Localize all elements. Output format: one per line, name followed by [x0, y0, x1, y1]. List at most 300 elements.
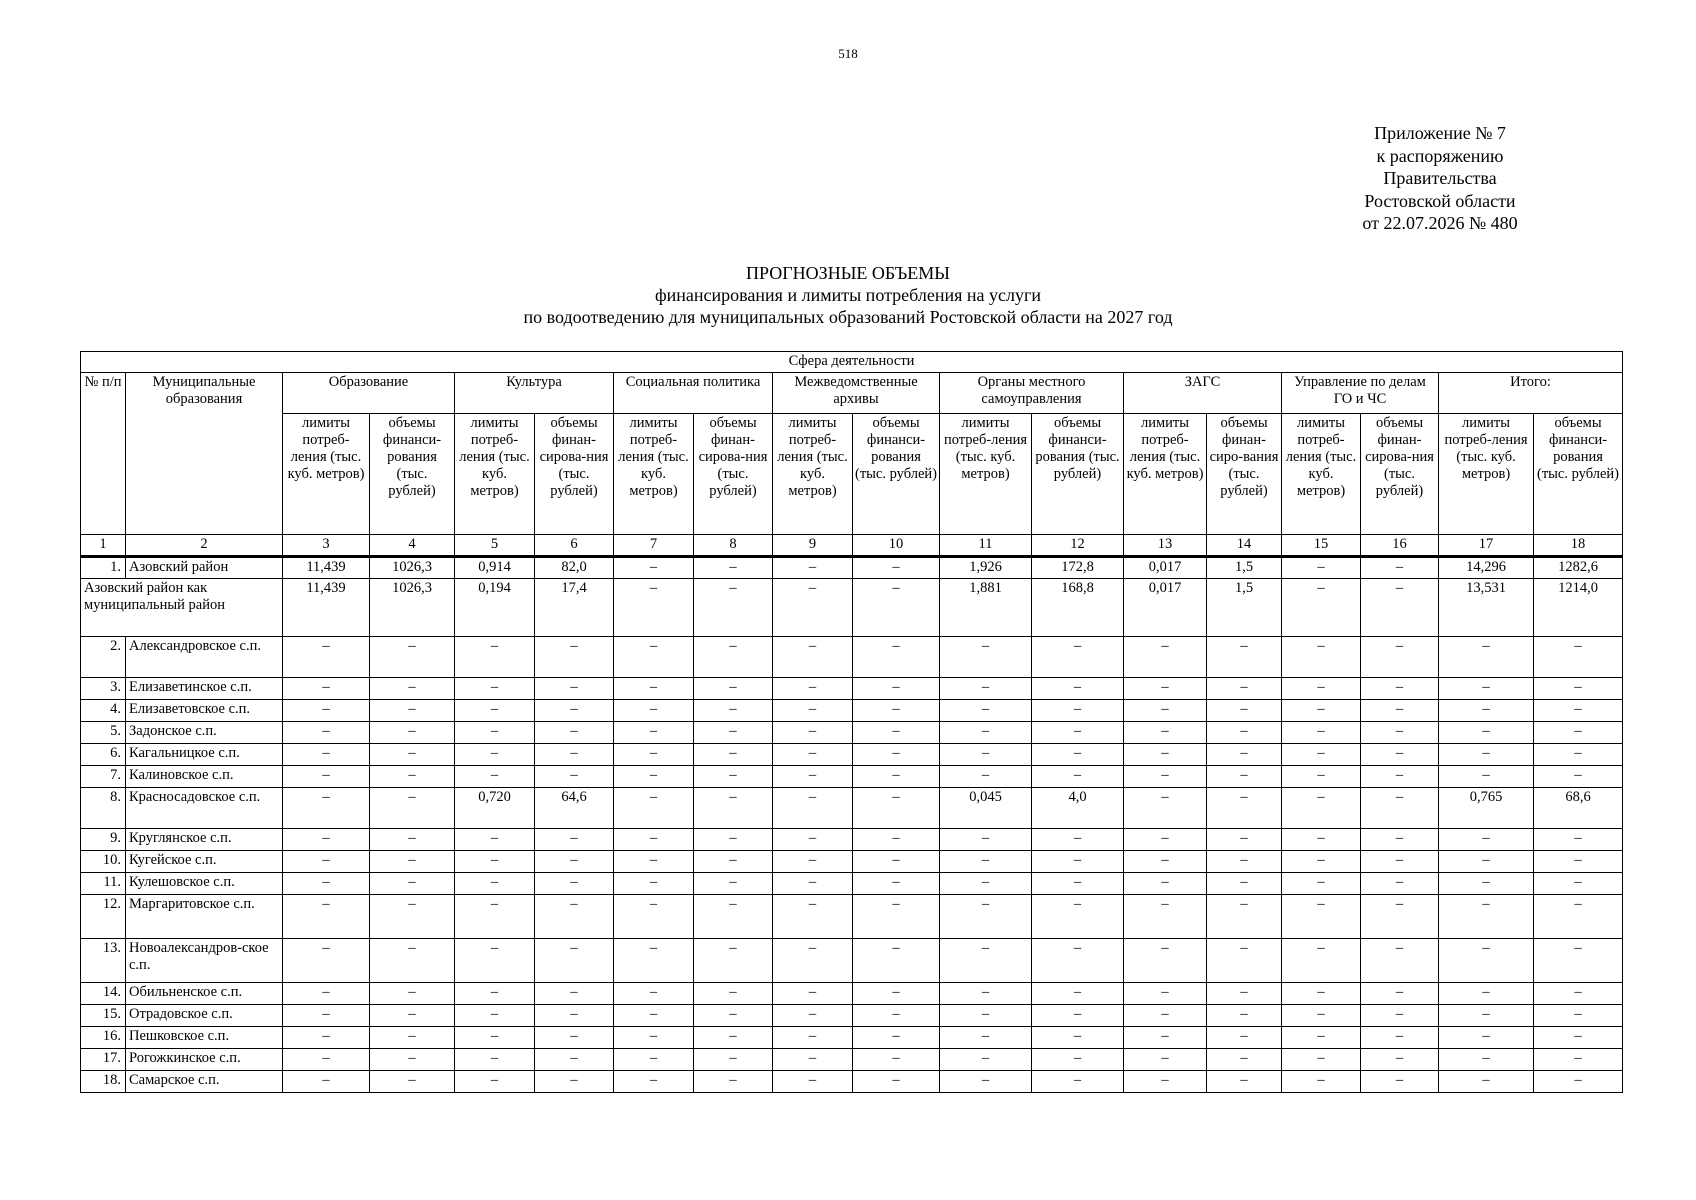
- value-cell: –: [694, 939, 773, 983]
- value-cell: –: [773, 1005, 853, 1027]
- value-cell: –: [455, 851, 535, 873]
- value-cell: –: [1534, 829, 1623, 851]
- value-cell: –: [694, 1005, 773, 1027]
- value-cell: –: [370, 1027, 455, 1049]
- mo-header: Муниципальные образования: [126, 373, 283, 535]
- value-cell: –: [1207, 829, 1282, 851]
- value-cell: –: [1361, 1027, 1439, 1049]
- value-cell: –: [1032, 1071, 1124, 1093]
- subheader-cell: объемы финанси-рования (тыс. рублей): [370, 414, 455, 535]
- table-row: [81, 700, 1623, 722]
- value-cell: –: [370, 722, 455, 744]
- value-cell: –: [1361, 678, 1439, 700]
- value-cell: –: [694, 983, 773, 1005]
- value-cell: –: [1534, 744, 1623, 766]
- value-cell: –: [370, 637, 455, 678]
- value-cell: –: [535, 1071, 614, 1093]
- value-cell: –: [1439, 1027, 1534, 1049]
- value-cell: –: [694, 895, 773, 939]
- value-cell: –: [614, 983, 694, 1005]
- value-cell: –: [1282, 1071, 1361, 1093]
- value-cell: 0,765: [1439, 788, 1534, 829]
- value-cell: –: [283, 851, 370, 873]
- value-cell: –: [1032, 744, 1124, 766]
- value-cell: –: [1534, 895, 1623, 939]
- value-cell: –: [773, 579, 853, 637]
- value-cell: –: [1124, 1005, 1207, 1027]
- value-cell: –: [853, 1071, 940, 1093]
- sphere-header: Сфера деятельности: [81, 352, 1623, 373]
- value-cell: –: [1534, 1027, 1623, 1049]
- value-cell: –: [1207, 678, 1282, 700]
- value-cell: –: [1282, 557, 1361, 579]
- num-header: № п/п: [81, 373, 126, 535]
- value-cell: –: [940, 873, 1032, 895]
- row-number-cell: 13.: [81, 939, 126, 983]
- value-cell: –: [1032, 873, 1124, 895]
- value-cell: –: [940, 895, 1032, 939]
- value-cell: –: [283, 1049, 370, 1071]
- value-cell: –: [1534, 637, 1623, 678]
- row-name-cell: Задонское с.п.: [126, 722, 283, 744]
- value-cell: –: [940, 1005, 1032, 1027]
- group-header: Итого:: [1439, 373, 1623, 414]
- value-cell: –: [1534, 851, 1623, 873]
- value-cell: –: [614, 829, 694, 851]
- title-line: ПРОГНОЗНЫЕ ОБЪЕМЫ: [746, 263, 950, 283]
- value-cell: –: [940, 939, 1032, 983]
- value-cell: –: [283, 766, 370, 788]
- value-cell: –: [694, 1027, 773, 1049]
- value-cell: –: [1534, 939, 1623, 983]
- value-cell: –: [1361, 788, 1439, 829]
- subheader-cell: лимиты потреб-ления (тыс. куб. метров): [1439, 414, 1534, 535]
- value-cell: –: [614, 851, 694, 873]
- value-cell: –: [535, 678, 614, 700]
- row-name-cell: Круглянское с.п.: [126, 829, 283, 851]
- value-cell: 11,439: [283, 557, 370, 579]
- row-number-cell: 18.: [81, 1071, 126, 1093]
- column-number-cell: 10: [853, 535, 940, 557]
- column-number-cell: 1: [81, 535, 126, 557]
- value-cell: –: [1124, 678, 1207, 700]
- value-cell: –: [853, 851, 940, 873]
- value-cell: –: [1439, 895, 1534, 939]
- subheader-cell: лимиты потреб-ления (тыс. куб. метров): [455, 414, 535, 535]
- value-cell: 168,8: [1032, 579, 1124, 637]
- subheader-cell: объемы финан-сирова-ния (тыс. рублей): [694, 414, 773, 535]
- row-name-cell: Самарское с.п.: [126, 1071, 283, 1093]
- value-cell: –: [1032, 678, 1124, 700]
- value-cell: –: [1282, 939, 1361, 983]
- value-cell: –: [694, 829, 773, 851]
- value-cell: –: [940, 766, 1032, 788]
- value-cell: –: [535, 722, 614, 744]
- value-cell: –: [773, 939, 853, 983]
- value-cell: –: [853, 829, 940, 851]
- column-number-cell: 12: [1032, 535, 1124, 557]
- value-cell: –: [614, 873, 694, 895]
- value-cell: –: [694, 1049, 773, 1071]
- value-cell: –: [773, 722, 853, 744]
- value-cell: –: [283, 678, 370, 700]
- value-cell: –: [853, 678, 940, 700]
- value-cell: –: [1124, 637, 1207, 678]
- value-cell: –: [283, 1071, 370, 1093]
- value-cell: –: [853, 788, 940, 829]
- value-cell: –: [773, 829, 853, 851]
- group-header: Органы местного самоуправления: [940, 373, 1124, 414]
- value-cell: –: [535, 851, 614, 873]
- value-cell: –: [1207, 788, 1282, 829]
- value-cell: –: [1534, 1049, 1623, 1071]
- value-cell: –: [1124, 1049, 1207, 1071]
- group-header: Социальная политика: [614, 373, 773, 414]
- table-row: [81, 557, 1623, 579]
- value-cell: –: [1032, 700, 1124, 722]
- value-cell: –: [773, 1027, 853, 1049]
- group-header: Образование: [283, 373, 455, 414]
- value-cell: –: [940, 722, 1032, 744]
- value-cell: –: [283, 1027, 370, 1049]
- value-cell: –: [283, 873, 370, 895]
- column-number-cell: 4: [370, 535, 455, 557]
- row-number-cell: 10.: [81, 851, 126, 873]
- row-name-cell: Азовский район как муниципальный район: [81, 579, 283, 637]
- value-cell: –: [1124, 722, 1207, 744]
- value-cell: –: [614, 1049, 694, 1071]
- column-number-cell: 17: [1439, 535, 1534, 557]
- value-cell: –: [1282, 983, 1361, 1005]
- value-cell: 0,194: [455, 579, 535, 637]
- value-cell: –: [1207, 766, 1282, 788]
- value-cell: –: [535, 939, 614, 983]
- row-number-cell: 14.: [81, 983, 126, 1005]
- value-cell: –: [1124, 829, 1207, 851]
- subheader-cell: объемы финан-сирова-ния (тыс. рублей): [1361, 414, 1439, 535]
- value-cell: –: [1124, 939, 1207, 983]
- value-cell: 1,881: [940, 579, 1032, 637]
- value-cell: –: [853, 557, 940, 579]
- value-cell: –: [1124, 788, 1207, 829]
- row-number-cell: 6.: [81, 744, 126, 766]
- value-cell: –: [694, 766, 773, 788]
- column-number-cell: 3: [283, 535, 370, 557]
- subheader-cell: объемы финан-сиро-вания (тыс. рублей): [1207, 414, 1282, 535]
- value-cell: –: [1534, 1005, 1623, 1027]
- value-cell: –: [940, 678, 1032, 700]
- value-cell: 172,8: [1032, 557, 1124, 579]
- value-cell: –: [1361, 579, 1439, 637]
- value-cell: –: [1282, 722, 1361, 744]
- value-cell: –: [455, 873, 535, 895]
- value-cell: –: [773, 700, 853, 722]
- row-name-cell: Азовский район: [126, 557, 283, 579]
- value-cell: –: [853, 637, 940, 678]
- value-cell: –: [370, 1005, 455, 1027]
- value-cell: –: [1282, 788, 1361, 829]
- value-cell: –: [455, 744, 535, 766]
- appendix-line: к распоряжению: [1376, 145, 1504, 166]
- row-name-cell: Красносадовское с.п.: [126, 788, 283, 829]
- value-cell: –: [1207, 983, 1282, 1005]
- value-cell: –: [1124, 700, 1207, 722]
- value-cell: 1026,3: [370, 557, 455, 579]
- value-cell: –: [614, 895, 694, 939]
- column-number-cell: 14: [1207, 535, 1282, 557]
- value-cell: –: [370, 873, 455, 895]
- value-cell: 1214,0: [1534, 579, 1623, 637]
- subheader-cell: лимиты потреб-ления (тыс. куб. метров): [1124, 414, 1207, 535]
- value-cell: –: [1534, 700, 1623, 722]
- appendix-line: Ростовской области: [1364, 190, 1516, 211]
- value-cell: –: [1282, 700, 1361, 722]
- subheader-cell: лимиты потреб-ления (тыс. куб. метров): [1282, 414, 1361, 535]
- value-cell: –: [694, 744, 773, 766]
- value-cell: –: [370, 766, 455, 788]
- value-cell: 1,5: [1207, 557, 1282, 579]
- value-cell: –: [1439, 1049, 1534, 1071]
- value-cell: –: [455, 1005, 535, 1027]
- value-cell: –: [1207, 1005, 1282, 1027]
- value-cell: –: [455, 722, 535, 744]
- value-cell: –: [1534, 1071, 1623, 1093]
- value-cell: –: [1361, 983, 1439, 1005]
- value-cell: –: [1361, 722, 1439, 744]
- value-cell: –: [1032, 722, 1124, 744]
- value-cell: 0,720: [455, 788, 535, 829]
- value-cell: –: [1282, 873, 1361, 895]
- value-cell: –: [614, 637, 694, 678]
- column-number-cell: 18: [1534, 535, 1623, 557]
- value-cell: –: [455, 1027, 535, 1049]
- value-cell: –: [1282, 579, 1361, 637]
- value-cell: –: [614, 939, 694, 983]
- table-row: [81, 939, 1623, 983]
- value-cell: 4,0: [1032, 788, 1124, 829]
- value-cell: –: [1032, 637, 1124, 678]
- subheader-cell: лимиты потреб-ления (тыс. куб. метров): [940, 414, 1032, 535]
- value-cell: –: [283, 1005, 370, 1027]
- value-cell: –: [853, 873, 940, 895]
- table-row: [81, 678, 1623, 700]
- value-cell: –: [1534, 766, 1623, 788]
- value-cell: 68,6: [1534, 788, 1623, 829]
- column-number-cell: 7: [614, 535, 694, 557]
- appendix-line: Приложение № 7: [1374, 123, 1506, 143]
- value-cell: –: [1534, 873, 1623, 895]
- value-cell: –: [1361, 1071, 1439, 1093]
- value-cell: –: [773, 557, 853, 579]
- value-cell: –: [1032, 1005, 1124, 1027]
- value-cell: –: [455, 895, 535, 939]
- value-cell: 1,926: [940, 557, 1032, 579]
- subheader-cell: лимиты потреб-ления (тыс. куб. метров): [614, 414, 694, 535]
- value-cell: –: [1439, 939, 1534, 983]
- row-number-cell: 7.: [81, 766, 126, 788]
- value-cell: –: [535, 983, 614, 1005]
- table-row: [81, 637, 1623, 678]
- value-cell: –: [1207, 1071, 1282, 1093]
- value-cell: –: [535, 744, 614, 766]
- value-cell: –: [614, 788, 694, 829]
- value-cell: –: [535, 895, 614, 939]
- value-cell: –: [1207, 1049, 1282, 1071]
- value-cell: –: [853, 579, 940, 637]
- subheader-cell: объемы финанси-рования (тыс. рублей): [1032, 414, 1124, 535]
- value-cell: –: [1032, 829, 1124, 851]
- value-cell: –: [773, 983, 853, 1005]
- value-cell: –: [1439, 766, 1534, 788]
- table-row: [81, 895, 1623, 939]
- value-cell: –: [370, 939, 455, 983]
- value-cell: –: [1282, 744, 1361, 766]
- value-cell: 0,914: [455, 557, 535, 579]
- value-cell: –: [1207, 895, 1282, 939]
- value-cell: –: [370, 788, 455, 829]
- value-cell: –: [283, 744, 370, 766]
- value-cell: –: [694, 678, 773, 700]
- value-cell: –: [773, 873, 853, 895]
- value-cell: –: [1124, 1071, 1207, 1093]
- group-header: Межведомственные архивы: [773, 373, 940, 414]
- value-cell: –: [535, 1027, 614, 1049]
- value-cell: –: [1282, 678, 1361, 700]
- row-name-cell: Обильненское с.п.: [126, 983, 283, 1005]
- subheader-cell: лимиты потреб-ления (тыс. куб. метров): [283, 414, 370, 535]
- value-cell: –: [1361, 766, 1439, 788]
- subheader-cell: объемы финанси-рования (тыс. рублей): [1534, 414, 1623, 535]
- row-number-cell: 16.: [81, 1027, 126, 1049]
- value-cell: –: [1361, 1005, 1439, 1027]
- value-cell: –: [370, 744, 455, 766]
- value-cell: –: [1361, 939, 1439, 983]
- row-name-cell: Пешковское с.п.: [126, 1027, 283, 1049]
- value-cell: –: [940, 744, 1032, 766]
- value-cell: –: [694, 700, 773, 722]
- row-number-cell: 17.: [81, 1049, 126, 1071]
- value-cell: –: [1032, 851, 1124, 873]
- value-cell: –: [614, 557, 694, 579]
- value-cell: –: [694, 722, 773, 744]
- value-cell: –: [773, 788, 853, 829]
- table-row: [81, 829, 1623, 851]
- value-cell: –: [694, 557, 773, 579]
- value-cell: –: [535, 1005, 614, 1027]
- value-cell: –: [1361, 851, 1439, 873]
- value-cell: –: [455, 637, 535, 678]
- table-row: [81, 744, 1623, 766]
- column-number-cell: 13: [1124, 535, 1207, 557]
- value-cell: –: [614, 678, 694, 700]
- column-number-cell: 16: [1361, 535, 1439, 557]
- table-row: [81, 1049, 1623, 1071]
- value-cell: –: [455, 829, 535, 851]
- row-name-cell: Елизаветинское с.п.: [126, 678, 283, 700]
- value-cell: –: [1361, 744, 1439, 766]
- table-row: [81, 788, 1623, 829]
- value-cell: –: [455, 678, 535, 700]
- value-cell: –: [370, 1071, 455, 1093]
- page-number: 518: [838, 46, 858, 61]
- value-cell: –: [614, 1005, 694, 1027]
- column-number-cell: 15: [1282, 535, 1361, 557]
- value-cell: –: [853, 744, 940, 766]
- value-cell: –: [1282, 829, 1361, 851]
- value-cell: –: [853, 983, 940, 1005]
- value-cell: –: [773, 678, 853, 700]
- value-cell: –: [853, 1005, 940, 1027]
- value-cell: –: [614, 1071, 694, 1093]
- value-cell: –: [853, 1027, 940, 1049]
- value-cell: –: [283, 939, 370, 983]
- row-number-cell: 4.: [81, 700, 126, 722]
- value-cell: 14,296: [1439, 557, 1534, 579]
- value-cell: –: [370, 895, 455, 939]
- value-cell: –: [455, 1071, 535, 1093]
- group-header: Культура: [455, 373, 614, 414]
- group-header-row: [81, 373, 1623, 414]
- value-cell: –: [535, 766, 614, 788]
- value-cell: –: [1207, 637, 1282, 678]
- value-cell: –: [940, 637, 1032, 678]
- value-cell: –: [283, 895, 370, 939]
- row-name-cell: Кагальницкое с.п.: [126, 744, 283, 766]
- value-cell: –: [370, 1049, 455, 1071]
- title-line: по водоотведению для муниципальных образований Ростовской области на 2027 год: [523, 307, 1173, 327]
- row-number-cell: 8.: [81, 788, 126, 829]
- value-cell: –: [1361, 895, 1439, 939]
- value-cell: –: [370, 700, 455, 722]
- value-cell: –: [1439, 851, 1534, 873]
- value-cell: –: [1124, 983, 1207, 1005]
- value-cell: –: [1124, 851, 1207, 873]
- value-cell: –: [1032, 1049, 1124, 1071]
- value-cell: –: [1032, 983, 1124, 1005]
- value-cell: –: [1439, 1071, 1534, 1093]
- value-cell: –: [283, 788, 370, 829]
- value-cell: –: [694, 788, 773, 829]
- value-cell: –: [1439, 637, 1534, 678]
- column-number-row: [81, 535, 1623, 557]
- row-number-cell: 5.: [81, 722, 126, 744]
- row-number-cell: 12.: [81, 895, 126, 939]
- value-cell: –: [1207, 722, 1282, 744]
- value-cell: –: [940, 983, 1032, 1005]
- value-cell: –: [1534, 983, 1623, 1005]
- value-cell: 0,017: [1124, 579, 1207, 637]
- value-cell: –: [1282, 1027, 1361, 1049]
- subheader-cell: объемы финанси-рования (тыс. рублей): [853, 414, 940, 535]
- appendix-block: [1340, 122, 1540, 235]
- table-row: [81, 722, 1623, 744]
- value-cell: –: [455, 939, 535, 983]
- value-cell: –: [1032, 895, 1124, 939]
- value-cell: –: [1032, 766, 1124, 788]
- value-cell: –: [455, 1049, 535, 1071]
- value-cell: –: [1207, 873, 1282, 895]
- value-cell: –: [1124, 1027, 1207, 1049]
- value-cell: –: [614, 1027, 694, 1049]
- row-name-cell: Отрадовское с.п.: [126, 1005, 283, 1027]
- value-cell: –: [853, 700, 940, 722]
- value-cell: –: [1124, 766, 1207, 788]
- value-cell: –: [1439, 829, 1534, 851]
- appendix-line: от 22.07.2026 № 480: [1362, 213, 1518, 233]
- value-cell: –: [853, 895, 940, 939]
- column-number-cell: 5: [455, 535, 535, 557]
- value-cell: –: [773, 637, 853, 678]
